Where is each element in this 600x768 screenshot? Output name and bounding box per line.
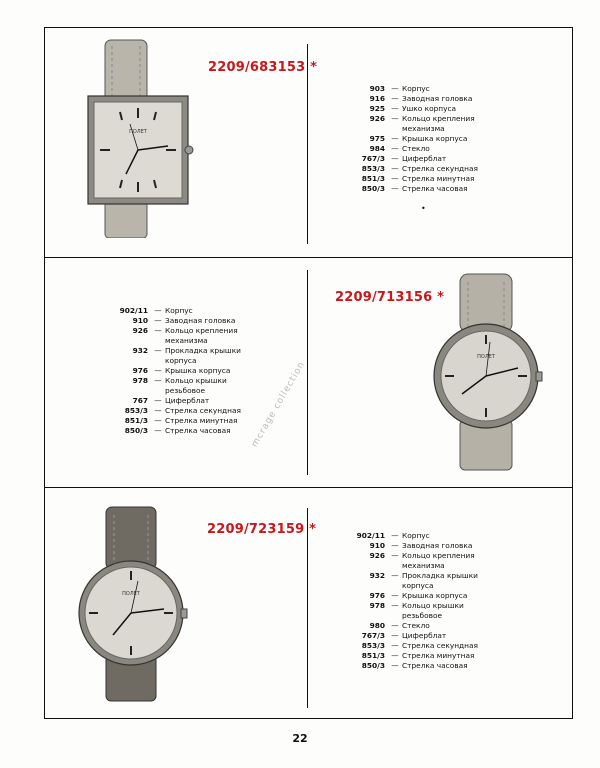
part-row [347,134,482,144]
part-number: 975 [369,134,385,143]
part-name: Крышка корпуса [402,134,468,143]
part-row [347,601,482,621]
part-name: Стекло [402,621,430,630]
page-number: 22 [292,732,308,745]
part-row [110,306,245,316]
part-row [110,316,245,326]
dash: — [391,84,399,93]
dash: — [391,661,399,670]
part-row [347,571,482,591]
dash: — [391,591,399,600]
part-number: 851/3 [361,174,385,183]
part-row [347,651,482,661]
part-name: Корпус [165,306,193,315]
part-row [347,541,482,551]
dash: — [391,94,399,103]
part-name: Заводная головка [402,541,473,550]
part-number: 903 [369,84,385,93]
part-name: Заводная головка [402,94,473,103]
part-name: Стрелка часовая [165,426,231,435]
dash: — [391,154,399,163]
watermark: mcrage collection [250,359,308,449]
part-name: Циферблат [165,396,210,405]
part-name: Кольцо крепления механизма [402,551,475,570]
part-name: Циферблат [402,631,447,640]
part-row [347,154,482,164]
part-row [110,346,245,366]
part-number: 980 [369,621,385,630]
part-row [347,621,482,631]
dial-brand: ПОЛЕТ [129,129,147,135]
part-row [110,396,245,406]
part-number: 925 [369,104,385,113]
part-number: 853/3 [361,164,385,173]
asterisk-mark: • [421,204,426,213]
part-name: Стрелка часовая [402,661,468,670]
part-name: Стекло [402,144,430,153]
part-row [347,94,482,104]
part-name: Прокладка крышки корпуса [165,346,241,365]
dash: — [391,621,399,630]
part-number: 902/11 [119,306,148,315]
part-row [110,416,245,426]
part-number: 978 [132,376,148,385]
dash: — [154,406,162,415]
part-number: 932 [132,346,148,355]
part-number: 910 [132,316,148,325]
dash: — [391,551,399,560]
part-number: 926 [132,326,148,335]
part-row [110,406,245,416]
part-name: Стрелка часовая [402,184,468,193]
dash: — [391,541,399,550]
part-number: 851/3 [124,416,148,425]
model-code-1: 2209/683153 * [208,60,318,75]
model-code-3: 2209/723159 * [207,522,317,537]
part-row [347,164,482,174]
part-row [110,426,245,436]
part-name: Стрелка минутная [165,416,238,425]
part-number: 767/3 [361,631,385,640]
part-number: 916 [369,94,385,103]
part-row [110,376,245,396]
dash: — [391,134,399,143]
parts-list-2 [110,306,245,436]
section-divider-1 [45,257,572,258]
part-number: 910 [369,541,385,550]
dash: — [391,571,399,580]
dash: — [391,184,399,193]
part-number: 850/3 [361,184,385,193]
round-watch-image-1 [428,272,558,472]
dash: — [154,366,162,375]
part-name: Кольцо крепления механизма [165,326,238,345]
part-row [347,104,482,114]
dash: — [154,416,162,425]
part-name: Стрелка секундная [165,406,241,415]
model-code-2: 2209/713156 * [335,290,445,305]
part-name: Стрелка секундная [402,164,478,173]
part-name: Корпус [402,84,430,93]
dash: — [391,651,399,660]
dash: — [391,104,399,113]
part-name: Крышка корпуса [402,591,468,600]
part-row [110,326,245,346]
dash: — [154,426,162,435]
dash: — [391,531,399,540]
parts-list-1 [347,84,482,194]
part-name: Заводная головка [165,316,236,325]
part-name: Циферблат [402,154,447,163]
part-row [347,531,482,541]
dash: — [154,376,162,385]
dash: — [154,316,162,325]
part-number: 976 [369,591,385,600]
dial-brand: ПОЛЕТ [122,591,140,597]
round-watch-image-2 [68,505,203,705]
part-number: 978 [369,601,385,610]
part-name: Стрелка секундная [402,641,478,650]
dash: — [391,164,399,173]
dash: — [391,641,399,650]
part-row [347,661,482,671]
part-name: Кольцо крышки резьбовое [402,601,464,620]
dash: — [391,631,399,640]
dash: — [391,601,399,610]
part-number: 851/3 [361,651,385,660]
square-watch-image [70,38,205,238]
part-row [347,174,482,184]
dash: — [391,144,399,153]
part-name: Кольцо крышки резьбовое [165,376,227,395]
part-number: 902/11 [356,531,385,540]
parts-list-3 [347,531,482,671]
part-name: Ушко корпуса [402,104,457,113]
part-name: Прокладка крышки корпуса [402,571,478,590]
part-number: 767 [132,396,148,405]
dash: — [154,326,162,335]
part-row [347,144,482,154]
part-number: 853/3 [124,406,148,415]
dash: — [154,306,162,315]
part-number: 976 [132,366,148,375]
dash: — [154,396,162,405]
part-row [347,551,482,571]
part-row [347,114,482,134]
dash: — [154,346,162,355]
column-divider-3 [307,508,308,708]
part-name: Стрелка минутная [402,651,475,660]
part-number: 926 [369,114,385,123]
section-divider-2 [45,487,572,488]
part-number: 853/3 [361,641,385,650]
part-number: 932 [369,571,385,580]
part-number: 767/3 [361,154,385,163]
part-row [110,366,245,376]
part-name: Крышка корпуса [165,366,231,375]
part-name: Стрелка минутная [402,174,475,183]
dash: — [391,174,399,183]
part-row [347,591,482,601]
column-divider-2 [307,270,308,475]
part-row [347,641,482,651]
dash: — [391,114,399,123]
part-row [347,631,482,641]
part-row [347,184,482,194]
part-number: 850/3 [124,426,148,435]
part-row [347,84,482,94]
part-name: Корпус [402,531,430,540]
part-name: Кольцо крепления механизма [402,114,475,133]
part-number: 850/3 [361,661,385,670]
part-number: 926 [369,551,385,560]
dial-brand: ПОЛЕТ [477,354,495,360]
part-number: 984 [369,144,385,153]
